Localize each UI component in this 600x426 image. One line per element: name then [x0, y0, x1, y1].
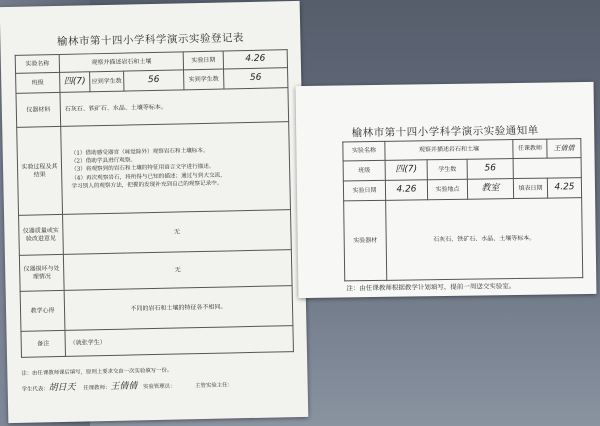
value-experiment-name: 观察并描述岩石和土壤 [59, 52, 183, 73]
notification-table [342, 138, 583, 281]
row-process [17, 122, 291, 216]
value-remarks: （就张学生） [65, 326, 294, 357]
director-label: 主管实验主任： [195, 382, 233, 390]
value-actual-students: 56 [224, 68, 288, 89]
teacher-signature: 王倩倩 [110, 381, 138, 392]
process-step: （4）再次观察岩石，将所得与已知的描述；通过与到大交流， [71, 172, 226, 182]
label-class: 班级 [16, 72, 60, 93]
value-materials: 石灰石、铁矿石、水晶、土壤等标本。 [60, 88, 289, 127]
label-notice-count: 学生数 [427, 159, 467, 180]
value-notice-class: 四(7) [385, 160, 427, 181]
registration-form-title: 榆林市第十四小学科学演示实验登记表 [56, 32, 245, 48]
registration-table [15, 49, 294, 358]
label-experiment-name: 实验名称 [15, 54, 59, 73]
value-notice-name: 观察并描述岩石和土壤 [385, 140, 513, 161]
row-damage [19, 250, 292, 292]
value-class: 四(7) [60, 72, 90, 93]
row-improvement [19, 210, 292, 256]
registration-note: 注：由任课教师课后填写，原则上要求交由一次实验填写一份。 [21, 367, 173, 377]
value-improvement: 无 [63, 210, 292, 255]
process-step: （2）借助学具进行观察。 [70, 157, 137, 165]
label-improvement: 仪器质量或实验改进意见 [19, 214, 64, 255]
row-reflection [20, 286, 293, 332]
teacher-label: 任课教师： [83, 384, 111, 392]
label-notice-teacher: 任课教师 [513, 139, 547, 158]
value-notice-place: 教室 [467, 179, 513, 200]
value-notice-fill-date: 4.25 [547, 178, 581, 198]
process-step: （1）借助感受器官（味觉除外）观察岩石和土壤标本。 [70, 147, 209, 157]
label-experiment-date: 实验日期 [183, 51, 223, 70]
notification-form-sheet [296, 82, 597, 298]
value-reflection: 不同的岩石和土壤的特征各不相同。 [64, 286, 293, 331]
label-notice-class: 班级 [343, 160, 385, 181]
value-process [61, 122, 291, 215]
value-notice-date: 4.26 [385, 180, 427, 201]
label-damage: 仪器损坏与处理情况 [19, 254, 64, 291]
empty-cell [513, 158, 581, 179]
notification-form-title: 榆林市第十四小学科学演示实验通知单 [351, 124, 539, 140]
label-remarks: 备注 [21, 330, 66, 357]
admin-label: 实验管理员： [143, 383, 176, 391]
value-expected-students: 56 [124, 70, 184, 91]
signature-row [22, 376, 233, 393]
label-notice-fill-date: 填表日期 [513, 178, 547, 198]
label-notice-name: 实验名称 [343, 141, 385, 161]
value-damage: 无 [63, 250, 292, 291]
label-notice-equipment: 实验器材 [344, 200, 387, 281]
row-notice-equipment [344, 198, 583, 281]
student-rep-label: 学生代表： [21, 386, 49, 393]
row-remarks [21, 326, 294, 358]
label-materials: 仪器材料 [16, 92, 61, 127]
label-expected-students: 应到学生数 [90, 71, 124, 92]
student-rep-signature: 胡日天 [48, 382, 76, 394]
notification-note: 注：由任课教师根据教学计划填写，提前一周送交实验室。 [346, 282, 516, 293]
row-materials [16, 88, 289, 128]
process-step: （3）将观察到的岩石和土壤的特征用语言文字进行描述。 [71, 164, 215, 174]
value-notice-equipment: 石灰石、铁矿石、水晶、土壤等标本。 [386, 198, 583, 281]
label-notice-place: 实验地点 [427, 179, 467, 200]
label-notice-date: 实验日期 [343, 180, 385, 201]
label-actual-students: 实到学生数 [184, 69, 224, 90]
value-experiment-date: 4.26 [223, 50, 287, 69]
label-process: 实验过程及其结果 [17, 126, 63, 215]
value-notice-count: 56 [467, 159, 513, 180]
label-reflection: 教学心得 [20, 290, 65, 331]
process-step: 学习别人的观察方法，把握的发现补充到自己的观察记录中。 [71, 180, 223, 190]
registration-form-sheet [0, 1, 308, 423]
value-notice-teacher: 王倩倩 [547, 139, 581, 158]
